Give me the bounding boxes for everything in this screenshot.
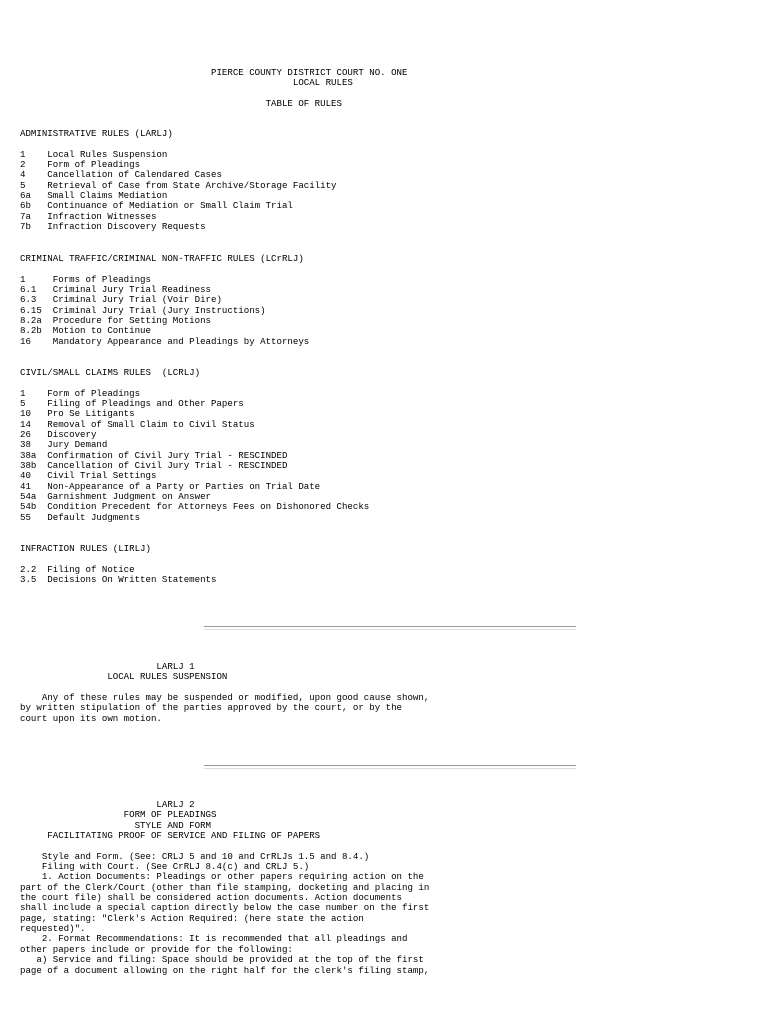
section-heading: CIVIL/SMALL CLAIMS RULES (LCRLJ)	[20, 367, 201, 378]
rule-subtitle: STYLE AND FORM	[20, 819, 211, 831]
rule-subtitle: LOCAL RULES SUSPENSION	[20, 671, 228, 683]
rule-list-item: 38b Cancellation of Civil Jury Trial - RESCINDED	[20, 460, 288, 472]
rule-list-item: 8.2a Procedure for Setting Motions	[20, 315, 211, 327]
rule-title: LARLJ 1	[20, 661, 195, 672]
rule-larlj-1	[20, 662, 429, 724]
rule-list-item: 2.2 Filing of Notice	[20, 563, 135, 575]
infraction-rules-section	[20, 544, 216, 585]
administrative-rules-section	[20, 129, 337, 232]
rule-list-item: 16 Mandatory Appearance and Pleadings by Attorneys	[20, 335, 310, 347]
rule-subtitle: FORM OF PLEADINGS	[20, 809, 217, 821]
horizontal-divider	[204, 765, 576, 769]
section-heading: CRIMINAL TRAFFIC/CRIMINAL NON-TRAFFIC RULES (LCrRLJ)	[20, 253, 304, 264]
rule-list-item: 40 Civil Trial Settings	[20, 470, 157, 482]
rule-body-line: requested)".	[20, 923, 86, 935]
rule-subtitle: FACILITATING PROOF OF SERVICE AND FILING OF PAPERS	[20, 830, 321, 842]
rule-body-line: the court file) shall be considered action documents. Action documents	[20, 892, 402, 904]
rule-body-line: other papers include or provide for the following:	[20, 943, 293, 955]
rule-body-line: page, stating: "Clerk's Action Required: (here state the action	[20, 912, 364, 924]
rule-title: LARLJ 2	[20, 799, 195, 810]
rule-list-item: 54b Condition Precedent for Attorneys Fees on Dishonored Checks	[20, 501, 370, 513]
rule-list-item: 6.15 Criminal Jury Trial (Jury Instructions)	[20, 304, 266, 316]
rule-list-item: 38a Confirmation of Civil Jury Trial - RESCINDED	[20, 449, 288, 461]
rule-body-line: a) Service and filing: Space should be provided at the top of the first	[20, 954, 424, 966]
section-heading: INFRACTION RULES (LIRLJ)	[20, 543, 151, 554]
rule-body-line: 2. Format Recommendations: It is recommended that all pleadings and	[20, 933, 408, 945]
rule-list-item: 2 Form of Pleadings	[20, 159, 141, 171]
rule-list-item: 8.2b Motion to Continue	[20, 325, 151, 337]
rule-list-item: 6b Continuance of Mediation or Small Claim Trial	[20, 200, 293, 212]
rule-list-item: 1 Forms of Pleadings	[20, 273, 151, 285]
rule-list-item: 38 Jury Demand	[20, 439, 108, 451]
rule-list-item: 3.5 Decisions On Written Statements	[20, 574, 217, 586]
section-heading: ADMINISTRATIVE RULES (LARLJ)	[20, 128, 173, 139]
rule-list-item: 7b Infraction Discovery Requests	[20, 221, 206, 233]
rule-list-item: 6.3 Criminal Jury Trial (Voir Dire)	[20, 294, 222, 306]
rule-body-line: Style and Form. (See: CRLJ 5 and 10 and CrRLJs 1.5 and 8.4.)	[20, 850, 370, 862]
rule-list-item: 41 Non-Appearance of a Party or Parties on Trial Date	[20, 480, 321, 492]
court-name: PIERCE COUNTY DISTRICT COURT NO. ONE	[20, 67, 408, 78]
rule-body-line: Any of these rules may be suspended or modified, upon good cause shown,	[20, 692, 430, 704]
rule-list-item: 5 Filing of Pleadings and Other Papers	[20, 398, 244, 410]
rule-body-line: shall include a special caption directly below the case number on the first	[20, 902, 430, 914]
document-header	[20, 68, 407, 109]
rule-list-item: 55 Default Judgments	[20, 511, 141, 523]
rule-body-line: Filing with Court. (See CrRLJ 8.4(c) and CRLJ 5.)	[20, 861, 310, 873]
rule-list-item: 1 Form of Pleadings	[20, 387, 141, 399]
rule-larlj-2	[20, 800, 429, 976]
rule-body-line: part of the Clerk/Court (other than file stamping, docketing and placing in	[20, 881, 430, 893]
rule-list-item: 4 Cancellation of Calendared Cases	[20, 169, 222, 181]
rule-list-item: 54a Garnishment Judgment on Answer	[20, 491, 211, 503]
civil-rules-section	[20, 368, 369, 523]
rule-list-item: 26 Discovery	[20, 429, 97, 441]
rule-body-line: page of a document allowing on the right half for the clerk's filing stamp,	[20, 964, 430, 976]
rule-body-line: by written stipulation of the parties approved by the court, or by the	[20, 702, 402, 714]
table-of-rules-heading: TABLE OF RULES	[20, 98, 342, 110]
rule-list-item: 6a Small Claims Mediation	[20, 190, 168, 202]
rule-body-line: 1. Action Documents: Pleadings or other papers requiring action on the	[20, 871, 424, 883]
criminal-rules-section	[20, 254, 309, 347]
rule-list-item: 7a Infraction Witnesses	[20, 210, 157, 222]
rule-body-line: court upon its own motion.	[20, 712, 162, 724]
rule-list-item: 1 Local Rules Suspension	[20, 148, 168, 160]
rule-list-item: 10 Pro Se Litigants	[20, 408, 135, 420]
rule-list-item: 5 Retrieval of Case from State Archive/Storage Facility	[20, 179, 337, 191]
local-rules-heading: LOCAL RULES	[20, 77, 353, 89]
rule-list-item: 14 Removal of Small Claim to Civil Status	[20, 418, 255, 430]
horizontal-divider	[204, 626, 576, 630]
rule-list-item: 6.1 Criminal Jury Trial Readiness	[20, 284, 211, 296]
